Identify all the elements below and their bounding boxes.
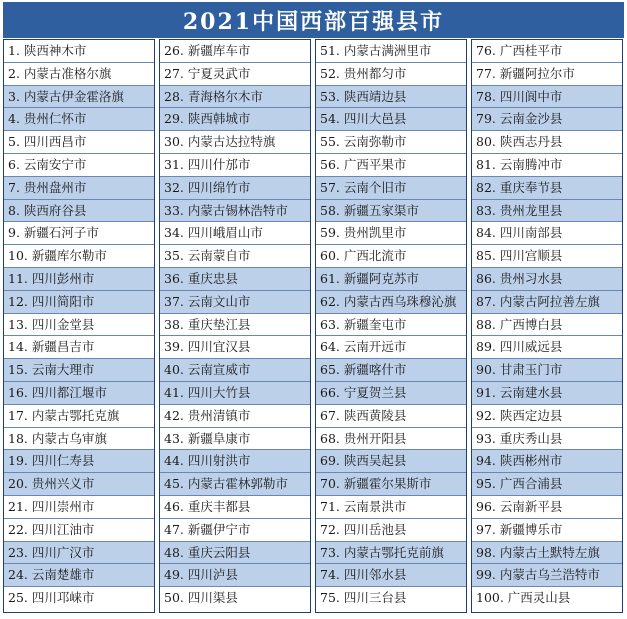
county-entry: 58. 新疆五家渠市 bbox=[316, 200, 466, 223]
county-entry: 39. 四川宜汉县 bbox=[160, 336, 310, 359]
county-entry: 19. 四川仁寿县 bbox=[4, 450, 154, 473]
county-entry: 83. 贵州龙里县 bbox=[472, 200, 622, 223]
county-entry: 70. 新疆霍尔果斯市 bbox=[316, 473, 466, 496]
county-entry: 87. 内蒙古阿拉善左旗 bbox=[472, 291, 622, 314]
county-entry: 90. 甘肃玉门市 bbox=[472, 359, 622, 382]
county-column-2 bbox=[159, 39, 311, 613]
county-entry: 45. 内蒙古霍林郭勒市 bbox=[160, 473, 310, 496]
county-entry: 44. 四川射洪市 bbox=[160, 450, 310, 473]
county-entry: 49. 四川泸县 bbox=[160, 564, 310, 587]
county-entry: 71. 云南景洪市 bbox=[316, 496, 466, 519]
county-entry: 74. 四川邻水县 bbox=[316, 564, 466, 587]
county-entry: 25. 四川邛崃市 bbox=[8, 590, 95, 606]
county-entry: 69. 陕西吴起县 bbox=[316, 450, 466, 473]
county-entry: 99. 内蒙古乌兰浩特市 bbox=[472, 564, 622, 587]
county-entry: 98. 内蒙古土默特左旗 bbox=[472, 542, 622, 565]
county-entry: 33. 内蒙古锡林浩特市 bbox=[160, 200, 310, 223]
county-entry: 63. 新疆奎屯市 bbox=[316, 314, 466, 337]
county-entry: 32. 四川绵竹市 bbox=[160, 177, 310, 200]
county-entry: 81. 云南腾冲市 bbox=[472, 154, 622, 177]
county-entry: 24. 云南楚雄市 bbox=[4, 564, 154, 587]
county-entry: 55. 云南弥勒市 bbox=[316, 131, 466, 154]
county-entry: 34. 四川峨眉山市 bbox=[160, 222, 310, 245]
county-entry: 27. 宁夏灵武市 bbox=[160, 63, 310, 86]
county-entry: 68. 贵州开阳县 bbox=[316, 428, 466, 451]
county-entry: 10. 新疆库尔勒市 bbox=[4, 245, 154, 268]
county-entry: 2. 内蒙古准格尔旗 bbox=[4, 63, 154, 86]
county-entry: 62. 内蒙古西乌珠穆沁旗 bbox=[316, 291, 466, 314]
county-entry: 76. 广西桂平市 bbox=[472, 40, 622, 63]
county-entry: 61. 新疆阿克苏市 bbox=[316, 268, 466, 291]
county-entry: 53. 陕西靖边县 bbox=[316, 86, 466, 109]
county-entry: 15. 云南大理市 bbox=[4, 359, 154, 382]
county-entry: 96. 云南新平县 bbox=[472, 496, 622, 519]
county-entry: 12. 四川简阳市 bbox=[4, 291, 154, 314]
county-entry: 4. 贵州仁怀市 bbox=[4, 108, 154, 131]
county-entry: 13. 四川金堂县 bbox=[4, 314, 154, 337]
table-sheet bbox=[3, 2, 624, 616]
county-column-1 bbox=[3, 39, 155, 613]
county-entry: 35. 云南蒙自市 bbox=[160, 245, 310, 268]
county-entry: 91. 云南建水县 bbox=[472, 382, 622, 405]
county-entry: 20. 贵州兴义市 bbox=[4, 473, 154, 496]
county-entry: 60. 广西北流市 bbox=[316, 245, 466, 268]
county-entry: 42. 贵州清镇市 bbox=[160, 405, 310, 428]
county-entry: 9. 新疆石河子市 bbox=[4, 222, 154, 245]
county-entry: 16. 四川都江堰市 bbox=[4, 382, 154, 405]
county-entry: 84. 四川南部县 bbox=[472, 222, 622, 245]
county-entry: 56. 广西平果市 bbox=[316, 154, 466, 177]
county-entry: 29. 陕西韩城市 bbox=[160, 108, 310, 131]
county-entry: 92. 陕西定边县 bbox=[472, 405, 622, 428]
county-entry: 26. 新疆库车市 bbox=[160, 40, 310, 63]
county-entry: 21. 四川崇州市 bbox=[4, 496, 154, 519]
county-entry: 54. 四川大邑县 bbox=[316, 108, 466, 131]
county-entry: 65. 新疆喀什市 bbox=[316, 359, 466, 382]
county-entry: 40. 云南宣威市 bbox=[160, 359, 310, 382]
county-entry: 97. 新疆博乐市 bbox=[472, 519, 622, 542]
county-entry: 31. 四川什邡市 bbox=[160, 154, 310, 177]
county-entry: 46. 重庆丰都县 bbox=[160, 496, 310, 519]
county-entry: 14. 新疆昌吉市 bbox=[4, 336, 154, 359]
page-title: 2021中国西部百强县市 bbox=[3, 2, 624, 38]
county-entry: 36. 重庆忠县 bbox=[160, 268, 310, 291]
county-entry: 77. 新疆阿拉尔市 bbox=[472, 63, 622, 86]
county-entry: 94. 陕西彬州市 bbox=[472, 450, 622, 473]
county-entry: 82. 重庆奉节县 bbox=[472, 177, 622, 200]
county-entry: 7. 贵州盘州市 bbox=[4, 177, 154, 200]
county-entry: 100. 广西灵山县 bbox=[476, 590, 571, 606]
county-entry: 22. 四川江油市 bbox=[4, 519, 154, 542]
county-entry: 41. 四川大竹县 bbox=[160, 382, 310, 405]
county-entry: 88. 广西博白县 bbox=[472, 314, 622, 337]
county-entry: 30. 内蒙古达拉特旗 bbox=[160, 131, 310, 154]
county-entry: 43. 新疆阜康市 bbox=[160, 428, 310, 451]
county-entry: 73. 内蒙古鄂托克前旗 bbox=[316, 542, 466, 565]
county-entry: 3. 内蒙古伊金霍洛旗 bbox=[4, 86, 154, 109]
county-entry: 11. 四川彭州市 bbox=[4, 268, 154, 291]
county-entry: 5. 四川西昌市 bbox=[4, 131, 154, 154]
county-entry: 79. 云南金沙县 bbox=[472, 108, 622, 131]
county-entry: 72. 四川岳池县 bbox=[316, 519, 466, 542]
county-entry: 18. 内蒙古乌审旗 bbox=[4, 428, 154, 451]
county-entry: 75. 四川三台县 bbox=[320, 590, 407, 606]
county-entry: 80. 陕西志丹县 bbox=[472, 131, 622, 154]
county-column-4 bbox=[471, 39, 623, 613]
county-entry: 86. 贵州习水县 bbox=[472, 268, 622, 291]
county-entry: 67. 陕西黄陵县 bbox=[316, 405, 466, 428]
county-entry: 59. 贵州凯里市 bbox=[316, 222, 466, 245]
county-entry: 66. 宁夏贺兰县 bbox=[316, 382, 466, 405]
county-entry: 95. 广西合浦县 bbox=[472, 473, 622, 496]
county-entry: 1. 陕西神木市 bbox=[4, 40, 154, 63]
county-column-3 bbox=[315, 39, 467, 613]
county-entry: 6. 云南安宁市 bbox=[4, 154, 154, 177]
county-entry: 28. 青海格尔木市 bbox=[160, 86, 310, 109]
county-entry: 37. 云南文山市 bbox=[160, 291, 310, 314]
county-entry: 48. 重庆云阳县 bbox=[160, 542, 310, 565]
county-entry: 50. 四川渠县 bbox=[164, 590, 238, 606]
county-entry: 51. 内蒙古满洲里市 bbox=[316, 40, 466, 63]
county-entry: 17. 内蒙古鄂托克旗 bbox=[4, 405, 154, 428]
county-entry: 85. 四川宫顺县 bbox=[472, 245, 622, 268]
county-entry: 78. 四川阆中市 bbox=[472, 86, 622, 109]
county-entry: 57. 云南个旧市 bbox=[316, 177, 466, 200]
county-entry: 23. 四川广汉市 bbox=[4, 542, 154, 565]
county-entry: 93. 重庆秀山县 bbox=[472, 428, 622, 451]
county-entry: 52. 贵州都匀市 bbox=[316, 63, 466, 86]
county-entry: 38. 重庆垫江县 bbox=[160, 314, 310, 337]
county-entry: 47. 新疆伊宁市 bbox=[160, 519, 310, 542]
county-entry: 8. 陕西府谷县 bbox=[4, 200, 154, 223]
county-entry: 64. 云南开远市 bbox=[316, 336, 466, 359]
county-entry: 89. 四川威远县 bbox=[472, 336, 622, 359]
